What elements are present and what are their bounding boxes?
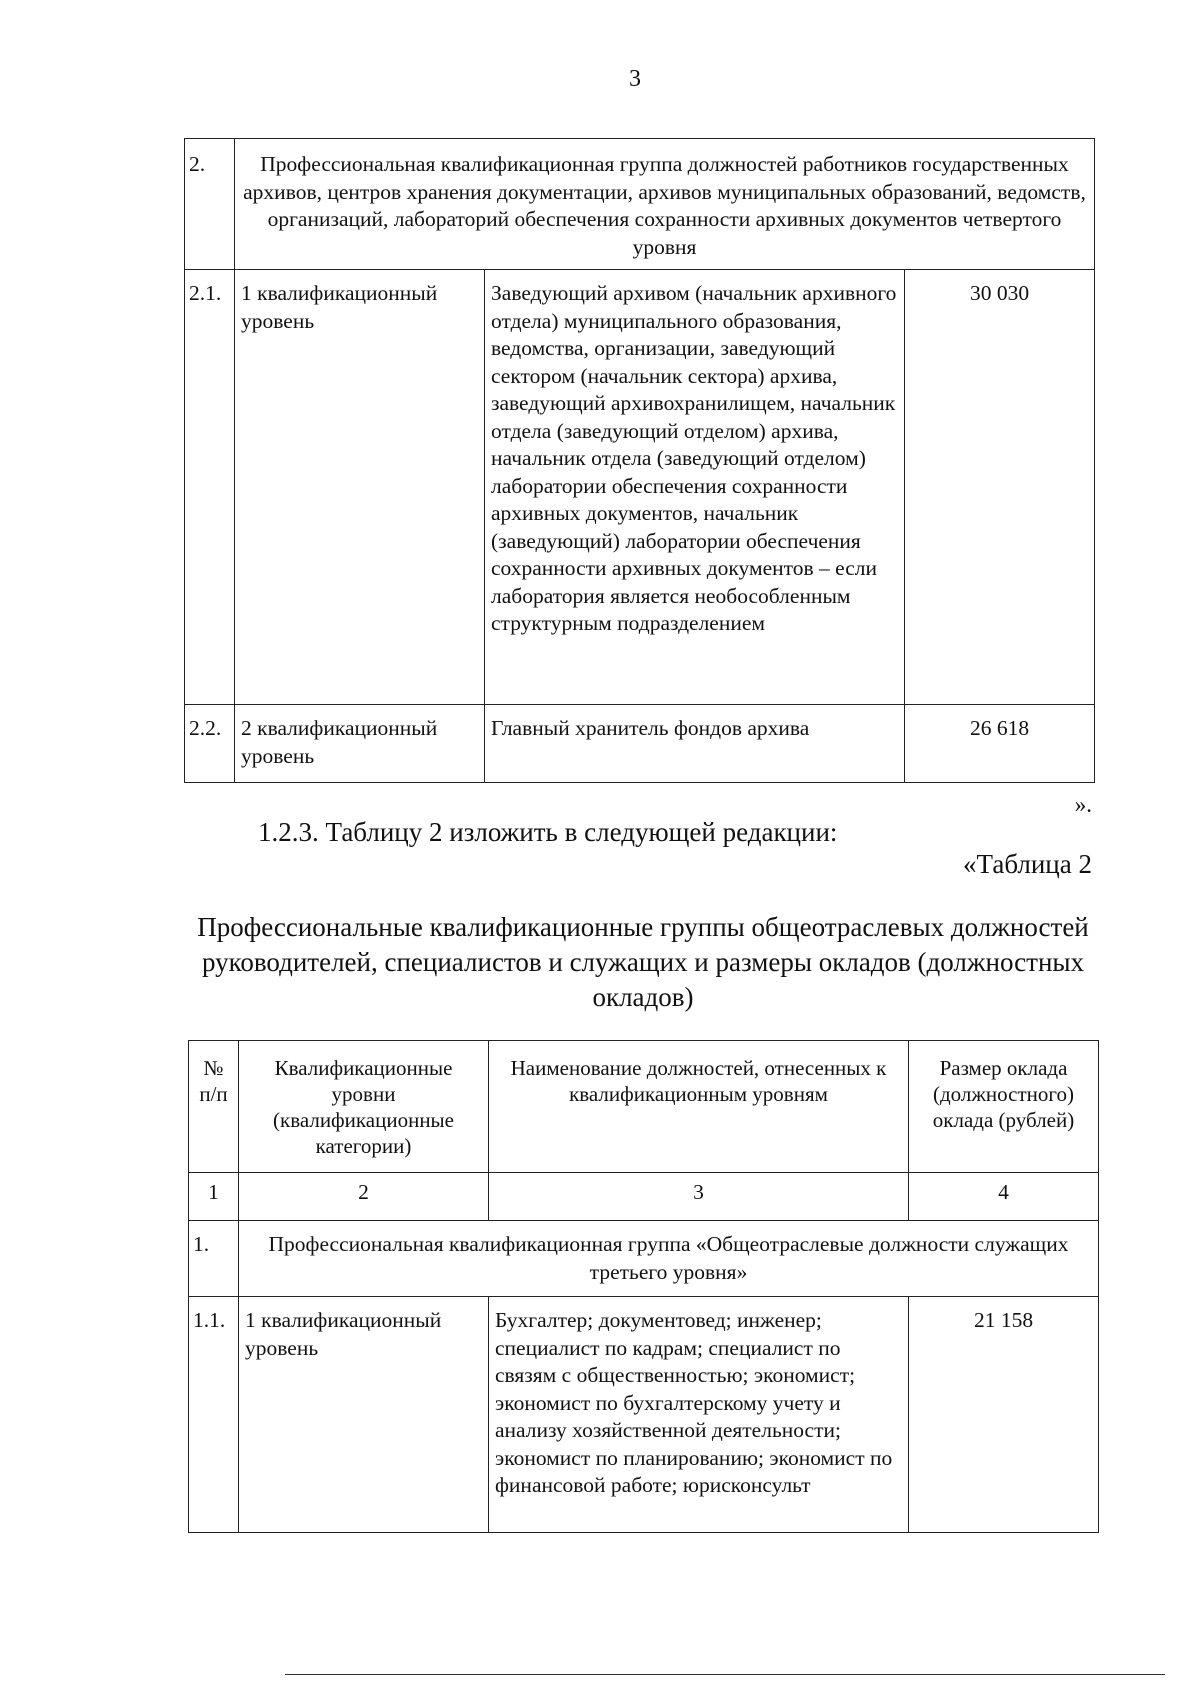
- table-group-row: [189, 1221, 1099, 1297]
- table-label: «Таблица 2: [963, 849, 1092, 879]
- column-number: 2: [239, 1173, 489, 1221]
- group-number: 1.: [189, 1221, 239, 1297]
- header-levels: Квалификационные уровни (квалификационные категории): [239, 1041, 489, 1173]
- row-positions: Заведующий архивом (начальник архивного отдела) муниципального образования, ведомства, организации, заведующий сектором (начальник сектора) архива, заведующий архивохранилищем, начальник отдела (заведующий отделом) архива, начальник отдела (заведующий отделом) лаборатории обеспечения сохранности архивных документов, начальник (заведующий) лаборатории обеспечения сохранности архивных документов – если лаборатория является необособленным структурным подразделением: [485, 270, 905, 705]
- row-number: 2.2.: [185, 705, 235, 783]
- row-number: 1.1.: [189, 1297, 239, 1533]
- table-column-numbers-row: [189, 1173, 1099, 1221]
- row-salary: 30 030: [905, 270, 1095, 705]
- column-number: 1: [189, 1173, 239, 1221]
- amendment-paragraph: 1.2.3. Таблицу 2 изложить в следующей редакции:: [258, 817, 838, 847]
- row-positions: Главный хранитель фондов архива: [485, 705, 905, 783]
- column-number: 4: [909, 1173, 1099, 1221]
- table-general-positions: [188, 1040, 1099, 1533]
- row-positions: Бухгалтер; документовед; инженер; специалист по кадрам; специалист по связям с общественностью; экономист; экономист по бухгалтерскому учету и анализу хозяйственной деятельности; экономист по планированию; экономист по финансовой работе; юрисконсульт: [489, 1297, 909, 1533]
- row-salary: 21 158: [909, 1297, 1099, 1533]
- row-level: 2 квалификационный уровень: [235, 705, 485, 783]
- group-title: Профессиональная квалификационная группа должностей работников государственных архивов, центров хранения документации, архивов муниципальных образований, ведомств, организаций, лабораторий обеспечения сохранности архивных документов четвертого уровня: [235, 139, 1095, 270]
- closing-quote: ».: [1074, 792, 1092, 817]
- row-level: 1 квалификационный уровень: [235, 270, 485, 705]
- header-positions: Наименование должностей, отнесенных к квалификационным уровням: [489, 1041, 909, 1173]
- table-row: [189, 1297, 1099, 1533]
- row-salary: 26 618: [905, 705, 1095, 783]
- table-header-row: [189, 1041, 1099, 1173]
- group-title: Профессиональная квалификационная группа «Общеотраслевые должности служащих третьего уровня»: [239, 1221, 1099, 1297]
- header-number: № п/п: [189, 1041, 239, 1173]
- group-number: 2.: [185, 139, 235, 270]
- table-group-row: [185, 139, 1095, 270]
- table-row: [185, 270, 1095, 705]
- header-salary: Размер оклада (должностного) оклада (рублей): [909, 1041, 1099, 1173]
- table-professional-group-archives: [184, 138, 1095, 783]
- row-number: 2.1.: [185, 270, 235, 705]
- table-row: [185, 705, 1095, 783]
- table-title: Профессиональные квалификационные группы общеотраслевых должностей руководителей, специалистов и служащих и размеры окладов (должностных окладов): [197, 912, 1089, 1012]
- row-level: 1 квалификационный уровень: [239, 1297, 489, 1533]
- page-number: 3: [629, 66, 641, 92]
- page-bottom-rule: [285, 1674, 1165, 1675]
- column-number: 3: [489, 1173, 909, 1221]
